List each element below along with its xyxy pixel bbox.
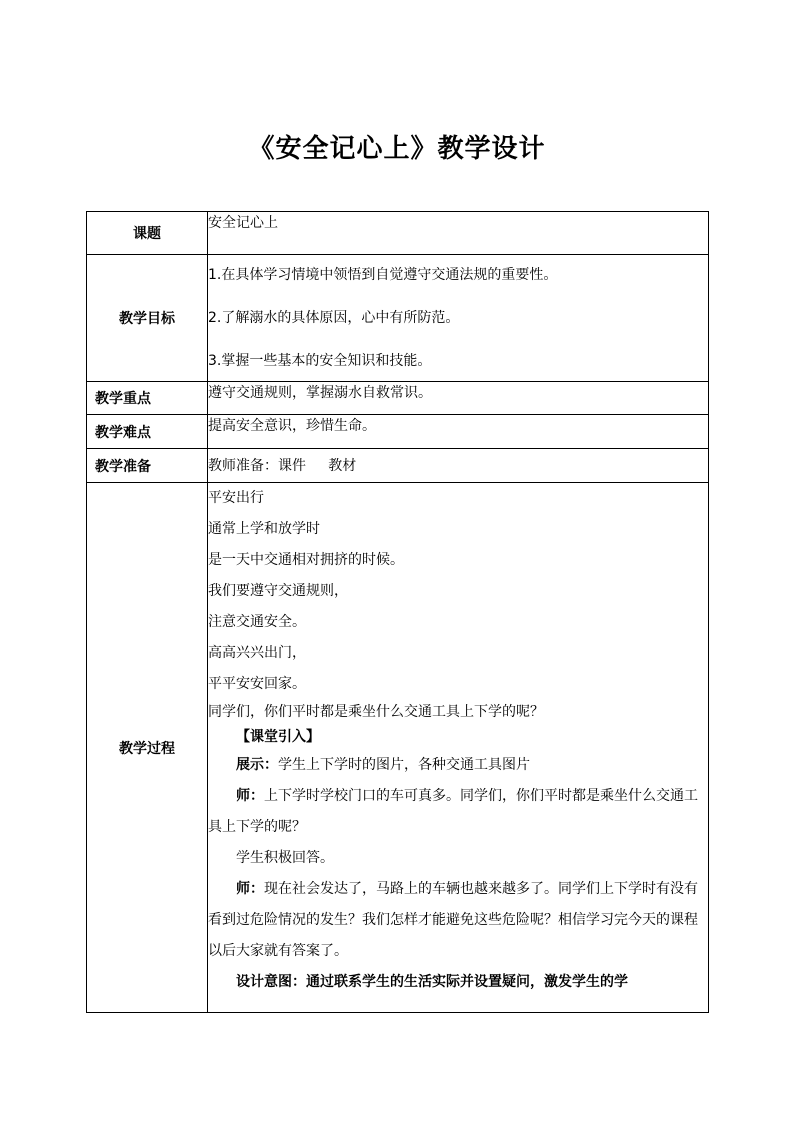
table-row-topic xyxy=(87,212,709,255)
table-row-preparation xyxy=(87,449,709,483)
teacher-paragraph-1 xyxy=(208,781,708,843)
teacher-label: 师： xyxy=(236,881,264,897)
design-intent xyxy=(208,967,708,998)
goals-label: 教学目标 xyxy=(87,255,208,382)
key-label: 教学重点 xyxy=(87,382,208,415)
poem-line: 注意交通安全。 xyxy=(208,614,306,630)
show-paragraph xyxy=(208,750,708,781)
process-content xyxy=(208,483,709,1013)
difficulty-value xyxy=(208,415,709,449)
key-text: 遵守交通规则，掌握溺水自救常识。 xyxy=(208,385,432,401)
topic-value xyxy=(208,212,709,255)
goal-item: 1.在具体学习情境中领悟到自觉遵守交通法规的重要性。 xyxy=(208,267,558,283)
student-answer: 学生积极回答。 xyxy=(236,850,334,866)
lesson-plan-table xyxy=(86,211,709,1013)
teacher-label: 师： xyxy=(236,788,264,804)
goal-item: 3.掌握一些基本的安全知识和技能。 xyxy=(208,353,432,369)
poem-line: 平安出行 xyxy=(208,490,264,506)
goal-item: 2.了解溺水的具体原因，心中有所防范。 xyxy=(208,310,460,326)
table-row-key-points xyxy=(87,382,709,415)
difficulty-text: 提高安全意识，珍惜生命。 xyxy=(208,418,376,434)
poem-line: 通常上学和放学时 xyxy=(208,521,320,537)
design-label: 设计意图： xyxy=(236,974,306,990)
intro-heading-text: 【课堂引入】 xyxy=(236,729,320,745)
topic-label: 课题 xyxy=(87,212,208,255)
show-text: 学生上下学时的图片，各种交通工具图片 xyxy=(278,757,530,773)
key-value xyxy=(208,382,709,415)
difficulty-label: 教学难点 xyxy=(87,415,208,449)
table-row-process xyxy=(87,483,709,1013)
poem-line: 我们要遵守交通规则， xyxy=(208,583,348,599)
table-row-difficulty xyxy=(87,415,709,449)
poem-line: 平平安安回家。 xyxy=(208,676,306,692)
prep-label: 教学准备 xyxy=(87,449,208,483)
table-row-goals xyxy=(87,255,709,382)
teacher-text: 现在社会发达了，马路上的车辆也越来越多了。同学们上下学时有没有看到过危险情况的发生？我们怎样才能避免这些危险呢？相信学习完今天的课程以后大家就有答案了。 xyxy=(208,881,698,959)
show-label: 展示： xyxy=(236,757,278,773)
question-line: 同学们，你们平时都是乘坐什么交通工具上下学的呢？ xyxy=(208,704,544,720)
prep-value xyxy=(208,449,709,483)
process-label: 教学过程 xyxy=(87,483,208,1013)
teacher-text: 上下学时学校门口的车可真多。同学们，你们平时都是乘坐什么交通工具上下学的呢？ xyxy=(208,788,698,835)
intro-heading xyxy=(208,724,708,750)
document-title: 《安全记心上》教学设计 xyxy=(248,134,546,164)
poem-line: 高高兴兴出门， xyxy=(208,645,306,661)
design-text: 通过联系学生的生活实际并设置疑问，激发学生的学 xyxy=(306,974,628,990)
topic-text: 安全记心上 xyxy=(208,215,278,231)
prep-text: 教师准备：课件 教材 xyxy=(208,458,357,474)
poem-line: 是一天中交通相对拥挤的时候。 xyxy=(208,552,404,568)
goals-list xyxy=(208,255,709,382)
teacher-paragraph-2 xyxy=(208,874,708,967)
